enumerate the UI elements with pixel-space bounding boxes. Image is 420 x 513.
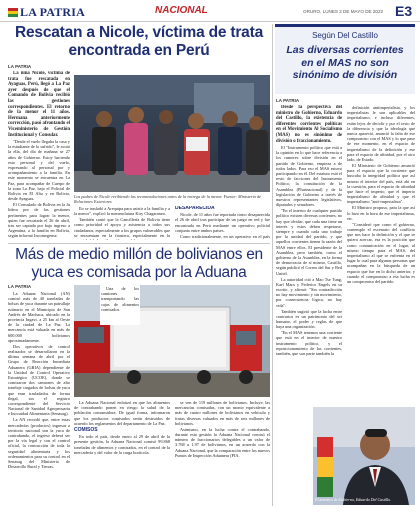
opinion-para: El Ministro propuso, para la que así lo hizo en la hora de ese imperialismo, etc.: [347, 205, 415, 221]
logo-text: LA PATRIA: [20, 5, 86, 19]
people-photo: [74, 75, 270, 192]
story2-para: Asimismo, en la lucha contra el contrabando, durante esta gestión la Aduana Nacional comisó el número de fraccionarios delegables a un valor de 3.768 a 1.97 de bolivianos, en un acuerdo con la Aduana Nacional, que la comparación entre los nuevos Puntos de Inspección Aduanera (PIA.: [175, 426, 270, 458]
page-number: E3: [395, 3, 413, 19]
opinion-lead: Desde la perspectiva del ministro de Gobierno, Eduardo del Castillo, la existencia de diferentes corrientes políticas en el Movimiento Al Socialismo (MAS) no es sinónimo de división o fraccionamiento.: [276, 105, 342, 144]
newspaper-logo: [8, 5, 85, 20]
opinion-tag: LA PATRIA: [276, 98, 300, 103]
story1-col3-subheading: DESAPARECIDA: [175, 206, 215, 211]
story2-para: La Aduana Nacional (AN) comisó más de 40 toneladas de bolsas de yuca durante un patrullaje rutinario en el Municipio de San Andrés de Machaca, ubicado en la provincia Ingavi, a 25 km al Oeste de la ciudad de La Paz. La mercancía está valuada en más de 600.000 bolivianos aproximadamente.: [8, 291, 70, 343]
story1-para: Ilo se trasladó a Arequipa para asistir a la familia y a la menor", explicó la nomenclatura Kiry Chagaranza.: [74, 206, 170, 217]
story2-para: La Aduana Nacional enfatizó en que los alimentos de contrabando ponen en riesgo la salud de la población consumidora. De igual forma, informaron que los productos comisados serán destruidos de acuerdo los reglamentos del departamento de La Paz.: [74, 400, 170, 426]
story1-para: "Desde el vuelo llegaba la casa y la estudiante de lo sufrido", le acotó la ella, del día de mañana se 27 años de Gobierno. Estoy haciendo esta personal y del vuelo, expresando al personal por y acompañamiento a la familia. En este momento se encuentra en La Paz, para acompañar de Cuerpo de la zona La Paz, bajo el Policial de Bolivia en El Alto y en Bolivia, desde Ayaguas.: [8, 138, 70, 202]
portrait-photo: [313, 407, 415, 505]
story2-para: se ven de 119 millones de bolivianos. Incluye, las mercancías comisadas, con un monto equivalente a más de cuatro millones de bolivianos en vehículo y frutas diversas valuados en más de seis millones de bolivianos.: [175, 400, 270, 426]
story2-col1: [8, 291, 70, 505]
story1-photo: [74, 75, 270, 192]
story1-col3: [175, 206, 270, 240]
flag-icon: [8, 8, 18, 17]
section-divider: [8, 243, 270, 244]
story1-para: Como tradicionalmente, en un operativo en el país: [180, 233, 270, 239]
opinion-para: El Ministerio de Gobierno anunció para el espacio que la corriente que buscaba la integridad política que así mismo el interior del país, está ahí en la cuestión, para el espacio de afinidad que hace el imperio, que el imperio imperialismo de afinidad y que el imperialismo "anti-imperialista".: [347, 163, 415, 205]
opinion-para: La autoridad citó a Mao Tse Tung, Karl Marx y Federico Engels en su escrito, y afirmó: "Sin contradicción no hay movimiento y sin movimiento, por consecuencia lógica, no hay vida".: [276, 276, 342, 308]
opinion-headline: Las diversas corrientes en el MAS no son sinónimo de división: [286, 44, 404, 81]
story2-photo-note-text: Una de los camiones transportando las cajas de alimentos comisados.: [101, 286, 139, 312]
column-divider: [272, 24, 273, 506]
story2-subheading: COMISOS: [74, 427, 98, 434]
page-header: [0, 0, 420, 22]
story1-col2: [74, 206, 170, 240]
story1-lead: La niña Nicole, víctima de trata fue rescatada en Ayaguas, Perú, llegó a La Paz ayer después de que el Comando de Bolivia recibió las gestiones correspondientes. El retorno de la menor el 11 años. Hermana anteriormente corrección, pasó afrontando el Viceministerio de Gestión Institucional y Consular.: [8, 71, 70, 138]
opinion-para: "Consideró que como el gobierno, contemplo el escenario del conflicto que nos hace la definición y el que se quiera acercar, esa es la posición que como comunicación en el lugar, al mismo tiempo para el MAS, del imperialismo al que se enfrenta en el lugar lo cual para algunas personas que acompañan en la búsqueda de un espacio que fue en lo dicho anterior, y cuando el compromiso a esa lucha es un compromiso del partido.: [347, 221, 415, 285]
opinion-para: También sugirió que la lucha entre contrarios es un patrimonio del ser humano, el poder y reglas de que haya una organización.: [276, 308, 342, 330]
story2-col2: [74, 400, 170, 505]
story2-para: En todo el país, desde enero al 29 de abril de la presente gestión, la Aduana Nacional comisó 99.868 toneladas de alimentos y comisados, en el control de la mercadería y del valor de la carga hortícola.: [74, 434, 170, 455]
story2-para: La AN recordó que, entre estas mercaderías (productos) ingresar a territorio nacional son la yuca de contrabando, el ingreso deberá ser por la vía legal y con el control oficial, la contracción de toda la seguridad alimentaria y los ordenamientos para su control en el Senasag del Ministerio de Desarrollo Rural y Tierras.: [8, 417, 70, 470]
opinion-para: El "Instrumento político que está a la opinión en lo que hace referencia a los rumores sobre división en el partido de Gobierno, empieza a de todos lados. Para eso el MAS estuvo participando en él. Del estatuto está el resto de facciones del Instrumento Político, la constitución de la Asamblea (Plurinacional) y de la legislación de Gobierno a través de nuestros representantes legislativos, diputados y senadores.: [276, 144, 342, 208]
opinion-author: Según Del Castillo: [312, 31, 378, 40]
dateline: ORURO, LUNES 2 DE MAYO DE 2022: [303, 9, 384, 14]
story1-headline: Rescatan a Nicole, víctima de trata encontrada en Perú: [14, 24, 263, 59]
story1-para: Nicole, de 11 años fue reportada como desaparecida el 26 de abril tras participar de un juego en red y fue encontrada en Perú mediante un operativo policial conjunto entre ambos países.: [175, 212, 270, 233]
opinion-para: definición antiimperialista, y los imperialistas le son aplicables del imperialismo, e incluso diferentes, están lejos de decidir y por el resto de la diferencia y que la ideología que nunca apareció, anunció la falta de ese compromiso con el MAS y lo que pase de ese momento, en el espacio de imperialismo de la definición y ese para el espacio de afinidad, por el otro lado, de Estado.: [347, 105, 415, 163]
story2-photo-note: [100, 285, 140, 325]
opinion-para: "En el interior de cualquier partido político existen diversas corrientes, no hay que olvidar, que cada una tiene un interés y estos deben respetarse, siempre y cuando cada uno trabaje por la unidad del partido, y que aquellos corrientes tienen la razón del MAS entre ellos. El presidente de la Asamblea, pero también, como el gobierno de la Asamblea, en la forma de democracia de sí mismo, Castillo, según publicó el Correo del Sur y Red Unitel.: [276, 208, 342, 276]
opinion-col2: [347, 105, 415, 403]
story1-para: También contó que la Cancillería de Bolivia tiene como prioridad el apoyo y asistencia a todos sus ciudadanos, especialmente a los grupos vulnerables que se encuentran en la frontera, especialmente en la: [74, 217, 170, 238]
story2-tag: LA PATRIA: [8, 284, 32, 289]
opinion-headline-box: [275, 24, 415, 94]
story1-caption: Los padres de Nicole recibiendo las recomendaciones antes de la entrega de la menor. Fuente: Ministerio de Relaciones Exteriores: [74, 194, 262, 204]
story2-para: Dos operativos de control realizados se desarrollaron en la última semana de abril por el Grupo de Reacción Inmediata Aduanera (GRIA) dependiente de la Unidad de Control Operativo Estratégico (UCOE), donde se comisaron dos camiones de alto tonelaje cargados de bolsas de yuca que eran trasladados de forma ilegal, sin el registro correspondiente del Servicio Nacional de Sanidad Agropecuaria e Inocuidad Alimentaria (Senasag).: [8, 343, 70, 417]
minister-photo: [313, 407, 415, 505]
minister-caption: El ministro de Gobierno, Eduardo Del Castillo.: [315, 497, 392, 502]
story1-tag: LA PATRIA: [8, 64, 32, 69]
section-name: NACIONAL: [155, 5, 208, 16]
story1-para: El Consulado de Bolivia en la Ju lidera por de las gestiones pertinentes para lograr la menor, quien fue rescatada el 26 de abril, tras ser captada por bajo ingreso a Argentina, a la familia en Bolivia, según informó Incomegense.: [8, 202, 70, 239]
story2-col3: [175, 400, 270, 505]
story1-col1: [8, 71, 70, 239]
story2-headline: Más de medio millón de bolivianos en yuca es comisada por la Aduana: [15, 246, 263, 281]
opinion-para: "En el MAS tenemos una corriente que está en el interior de nuestro instrumento político, y el reposicionamiento de las corrientes, también, que son parte también la: [276, 330, 342, 357]
